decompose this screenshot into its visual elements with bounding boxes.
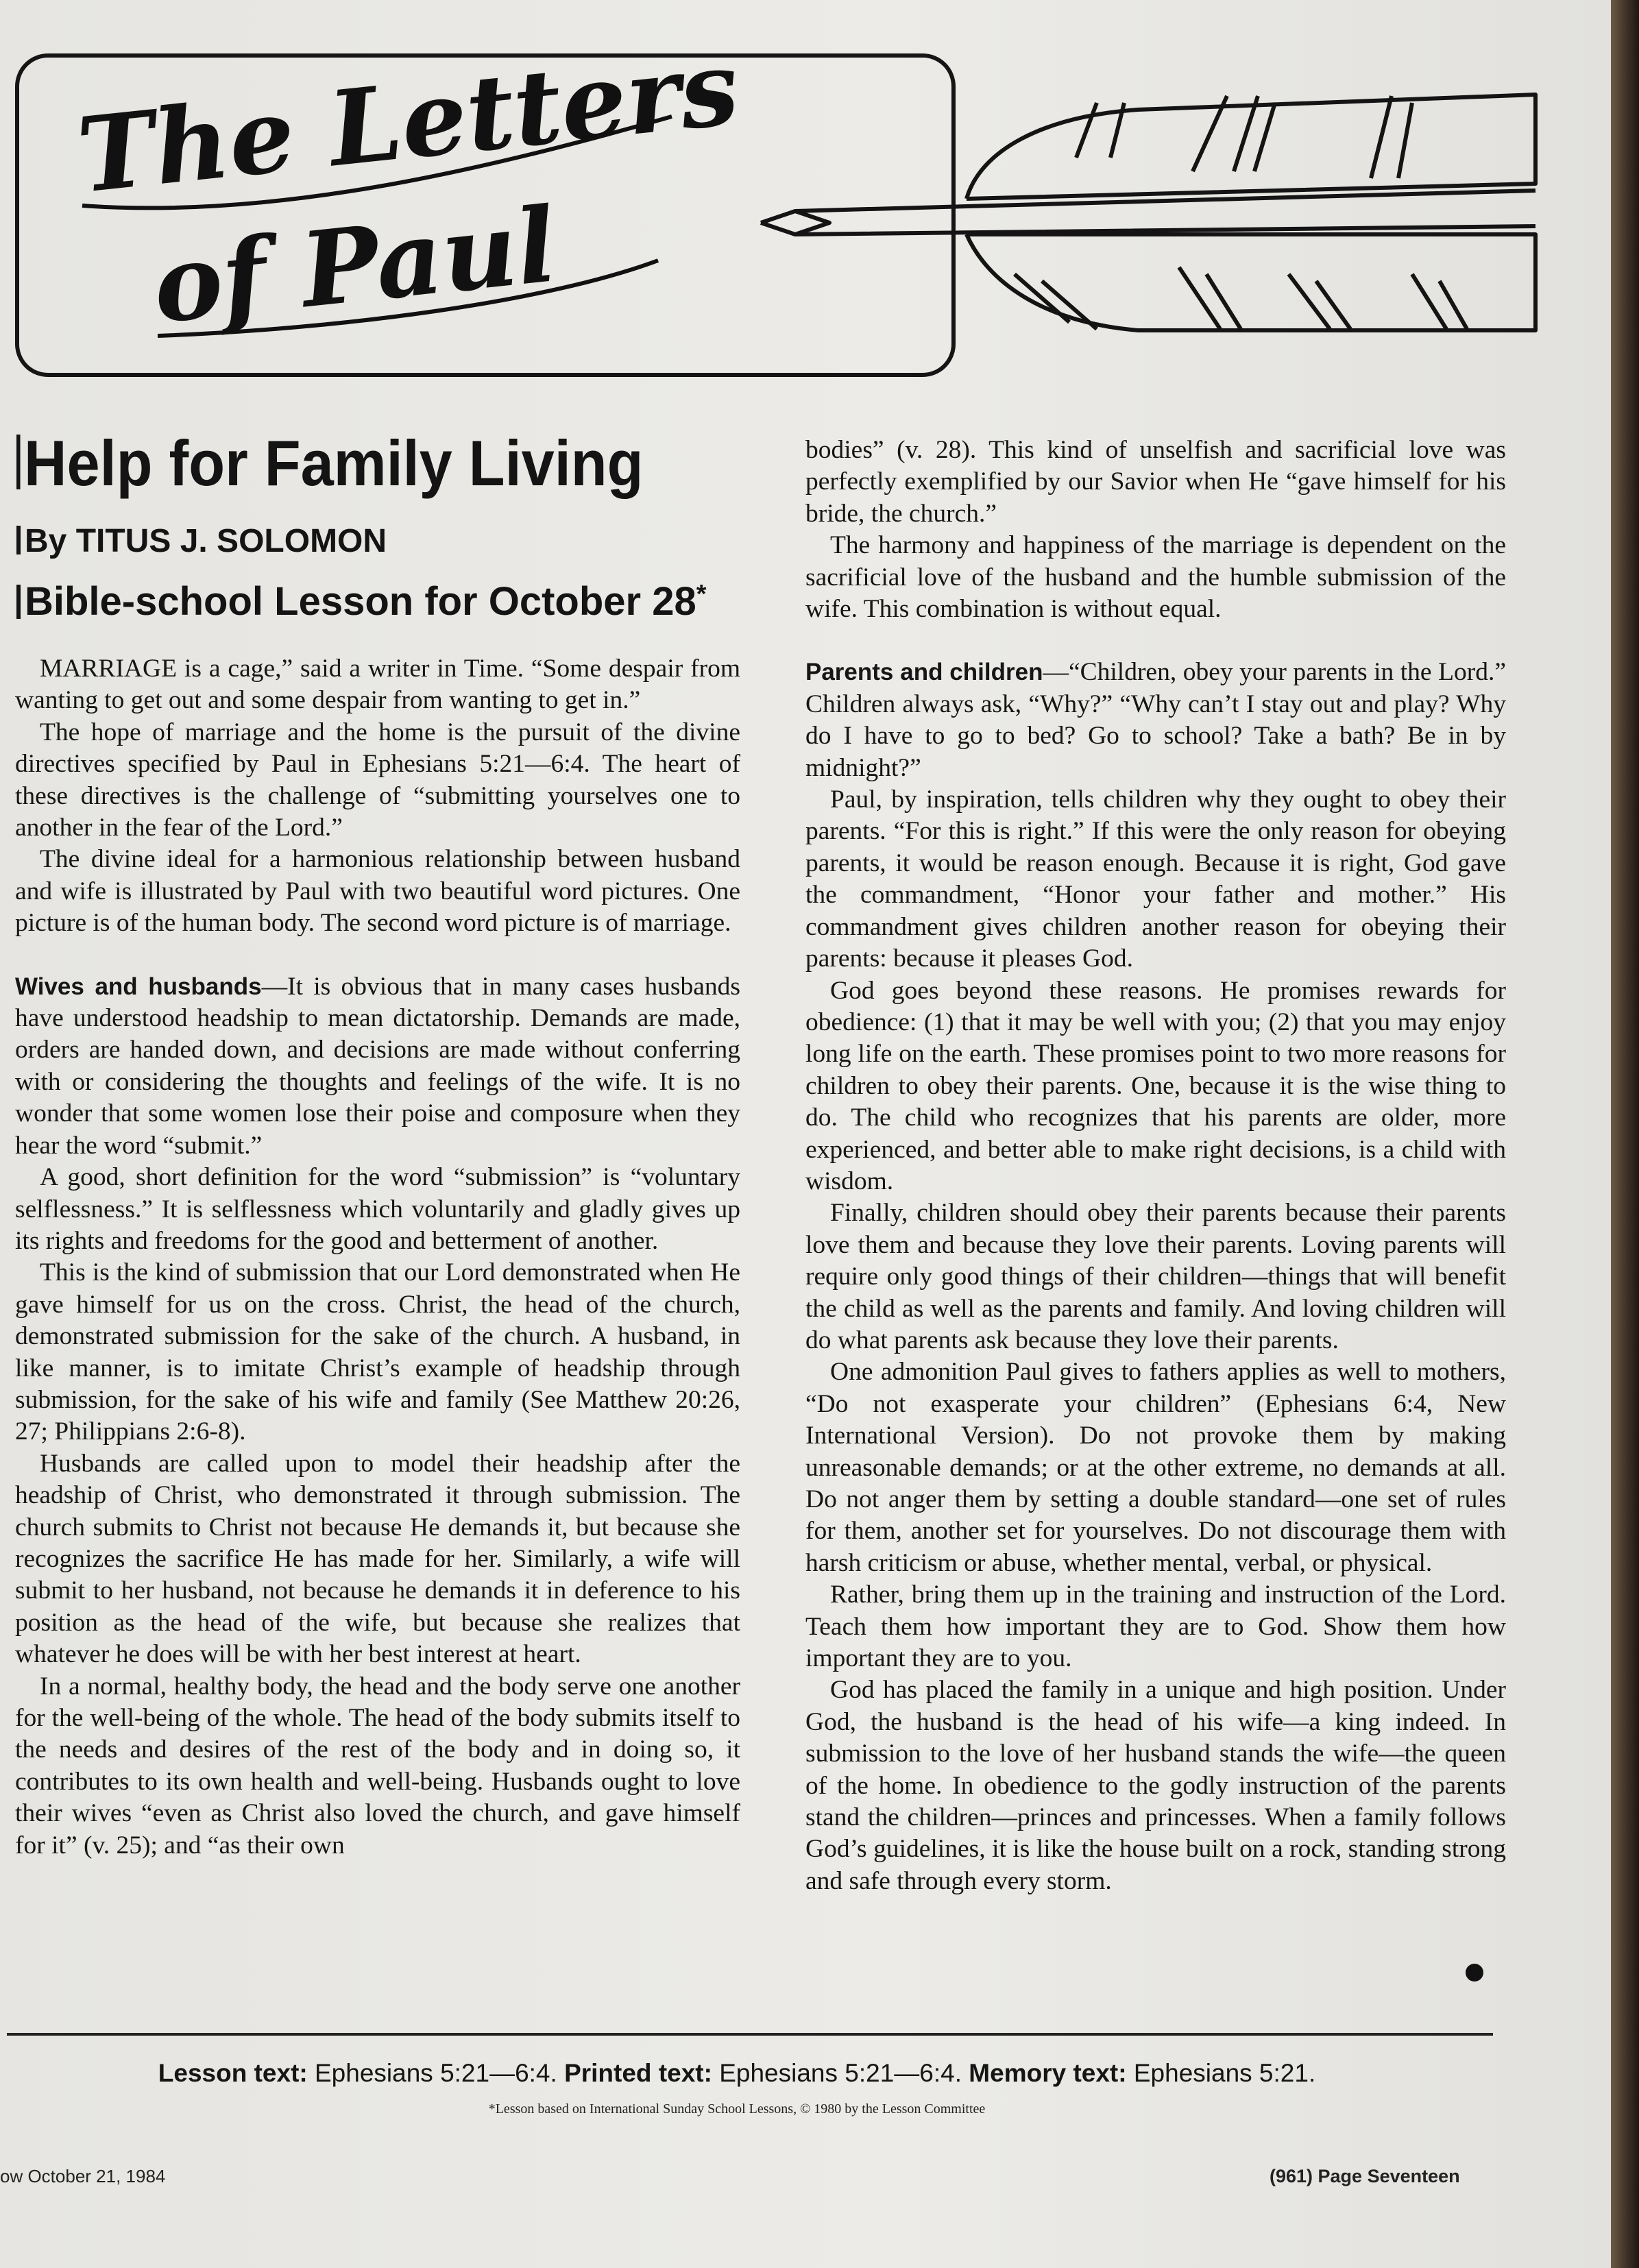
article-byline: By TITUS J. SOLOMON bbox=[16, 522, 387, 560]
printed-text-value: Ephesians 5:21—6:4. bbox=[719, 2059, 962, 2087]
lesson-date-heading: Bible-school Lesson for October 28* bbox=[16, 578, 707, 624]
body-paragraph: The hope of marriage and the home is the pursuit of the divine directives specified by Paul in Ephesians 5:21—6:4. The heart of these directives is the challenge of “submitting yourselves one to another in the fear of the Lord.” bbox=[15, 718, 740, 842]
body-paragraph: Husbands are called upon to model their headship after the headship of Christ, who demonstrated it through submission. The church submits to Christ not because He demands it, but because she recognizes the sacrifice He has made for her. Similarly, a wife will submit to her husband, not because he demands it in deference to his position as the head of the wife, but because she realizes that whatever he does will be with her best interest at heart. bbox=[15, 1449, 740, 1669]
body-paragraph: Rather, bring them up in the training and instruction of the Lord. Teach them how important they are to God. Show them how important they are to you. bbox=[805, 1581, 1506, 1673]
body-paragraph: One admonition Paul gives to fathers applies as well to mothers, “Do not exasperate your children” (Ephesians 6:4, New International Version). Do not provoke them by making unreasonable demands; or at the other extreme, no demands at all. Do not anger them by setting a double standard—one set of rules for them, another set for yourselves. Do not discourage them with harsh criticism or abuse, whether mental, verbal, or physical. bbox=[805, 1358, 1506, 1577]
body-paragraph: The harmony and happiness of the marriage is dependent on the sacrificial love of the husband and the humble submission of the wife. This combination is without equal. bbox=[805, 531, 1506, 624]
horizontal-rule bbox=[7, 2033, 1493, 2036]
section-paragraph-wives-husbands: Wives and husbands—It is obvious that in many cases husbands have understood headship to mean dictatorship. Demands are made, orders are handed down, and decisions are made without conferring with or considering the thoughts and feelings of the wife. It is no wonder that some women lose their poise and composure when they hear the word “submit.” bbox=[15, 972, 740, 1160]
end-of-article-dot bbox=[1466, 1964, 1483, 1982]
section-heading-wives-husbands: Wives and husbands bbox=[15, 973, 262, 1000]
article-column-left bbox=[15, 653, 740, 1862]
body-paragraph: Finally, children should obey their parents because their parents love them and because they love their parents. Loving parents will require only good things of their children—things that will benefit the child as well as the parents and family. And loving children will do what parents ask because they love their parents. bbox=[805, 1199, 1506, 1354]
footnote-marker: * bbox=[696, 580, 707, 609]
body-paragraph: Paul, by inspiration, tells children why they ought to obey their parents. “For this is right.” If this were the only reason for obeying parents, it would be reason enough. Because it is right, God gave the commandment, “Honor your father and mother.” His commandment gives children another reason for obeying their parents: because it pleases God. bbox=[805, 785, 1506, 973]
body-paragraph: God goes beyond these reasons. He promises rewards for obedience: (1) that it may be well with you; (2) that you may enjoy long life on the earth. These promises point to two more reasons for children to obey their parents. One, because it is the wise thing to do. The child who recognizes that his parents are older, more experienced, and better able to make right decisions, is a child with wisdom. bbox=[805, 976, 1506, 1195]
article-column-right bbox=[805, 435, 1506, 1897]
script-title-line2: of Paul bbox=[147, 184, 562, 347]
quill-feather-illustration bbox=[754, 75, 1542, 350]
body-paragraph: This is the kind of submission that our Lord demonstrated when He gave himself for us on the cross. Christ, the head of the church, demonstrated submission for the sake of the church. A husband, in like manner, is to imitate Christ’s example of headship through submission, for the sake of his wife and family (See Matthew 20:26, 27; Philippians 2:6-8). bbox=[15, 1258, 740, 1446]
lesson-credit-footnote: *Lesson based on International Sunday School Lessons, © 1980 by the Lesson Committee bbox=[488, 2101, 986, 2117]
body-paragraph: The divine ideal for a harmonious relationship between husband and wife is illustrated by Paul with two beautiful word pictures. One picture is of the human body. The second word picture is of marriage. bbox=[15, 845, 740, 938]
body-paragraph: In a normal, healthy body, the head and the body serve one another for the well-being of the whole. The head of the body submits itself to the needs and desires of the rest of the body and in doing so, it contributes to its own health and well-being. Husbands ought to love their wives “even as Christ also loved the church, and gave himself for it” (v. 25); and “as their own bbox=[15, 1672, 740, 1859]
section-heading-parents-children: Parents and children bbox=[805, 659, 1043, 686]
page-binding-edge bbox=[1611, 0, 1639, 2268]
page-number-footer: (961) Page Seventeen bbox=[1270, 2166, 1460, 2186]
issue-date-footer: ow October 21, 1984 bbox=[0, 2166, 166, 2186]
memory-text-value: Ephesians 5:21. bbox=[1133, 2059, 1316, 2087]
lesson-texts-line bbox=[0, 2059, 1474, 2088]
section-paragraph-parents-children: Parents and children—“Children, obey your parents in the Lord.” Children always ask, “Why?” “Why can’t I stay out and play? Why do I have to go to bed? Go to school? Take a bath? Be in by midnight?” bbox=[805, 658, 1506, 782]
printed-text-label: Printed text: bbox=[564, 2059, 712, 2087]
body-paragraph: A good, short definition for the word “submission” is “voluntary selflessness.” It is selflessness which voluntarily and gladly gives up its rights and freedoms for the good and betterment of another. bbox=[15, 1163, 740, 1255]
script-title bbox=[0, 0, 754, 384]
lesson-text-label: Lesson text: bbox=[158, 2059, 308, 2087]
lesson-text-value: Ephesians 5:21—6:4. bbox=[315, 2059, 557, 2087]
body-paragraph: bodies” (v. 28). This kind of unselfish and sacrificial love was perfectly exemplified by our Savior when He “gave himself for his bride, the church.” bbox=[805, 436, 1506, 528]
body-paragraph: God has placed the family in a unique and high position. Under God, the husband is the head of his wife—a king indeed. In submission to the love of her husband stands the wife—the queen of the home. In obedience to the godly instruction of the parents stand the children—princes and princesses. When a family follows God’s guidelines, it is like the house built on a rock, standing strong and safe through every storm. bbox=[805, 1676, 1506, 1895]
article-title: Help for Family Living bbox=[16, 426, 643, 500]
memory-text-label: Memory text: bbox=[969, 2059, 1127, 2087]
body-paragraph: MARRIAGE is a cage,” said a writer in Time. “Some despair from wanting to get out and some despair from wanting to get in.” bbox=[15, 655, 740, 715]
script-title-line1: The Letters bbox=[72, 27, 744, 217]
